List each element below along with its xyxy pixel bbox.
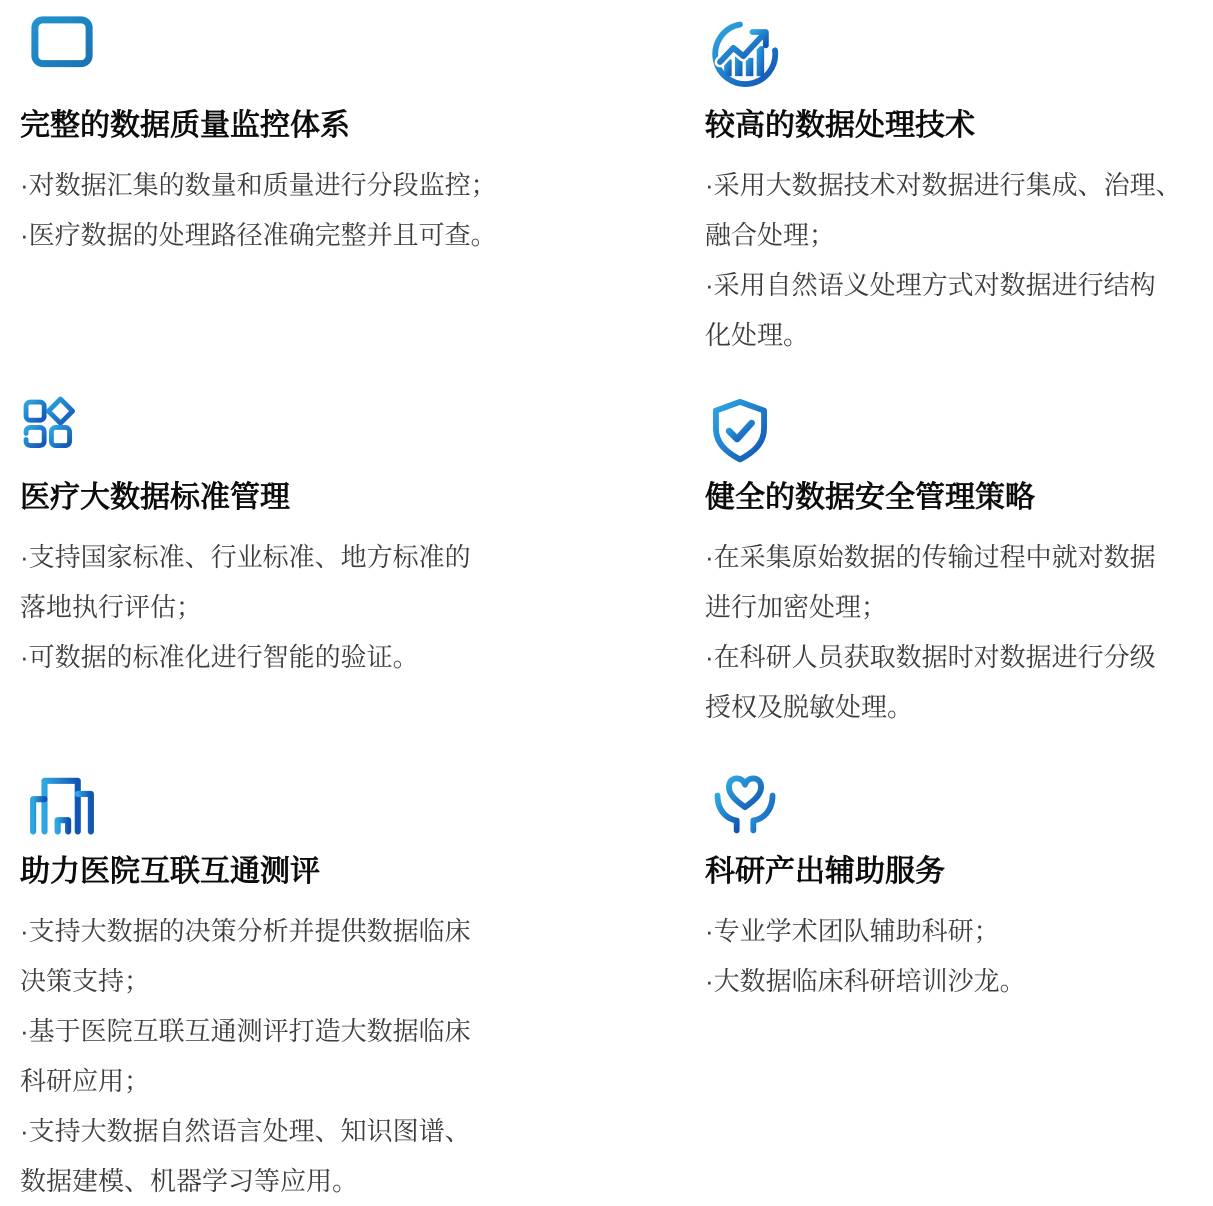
description-line: ·对数据汇集的数量和质量进行分段监控； [20, 170, 497, 200]
feature-description [705, 906, 1207, 1006]
description-line: ·专业学术团队辅助科研； [705, 916, 1000, 946]
feature-card-data-processing [705, 12, 1207, 360]
feature-title: 较高的数据处理技术 [705, 109, 975, 142]
components-grid-icon [20, 396, 78, 454]
description-line: ·可数据的标准化进行智能的验证。 [20, 642, 419, 672]
description-line: ·医疗数据的处理路径准确完整并且可查。 [20, 220, 497, 250]
feature-description [20, 160, 620, 260]
feature-icon-box [20, 396, 620, 468]
feature-title: 完整的数据质量监控体系 [20, 109, 350, 142]
shield-check-icon [705, 396, 775, 466]
heart-care-icon [705, 758, 785, 838]
description-line: 融合处理； [705, 220, 836, 250]
trend-growth-circle-icon [705, 12, 785, 92]
feature-icon-box [705, 12, 1207, 96]
description-line: 科研应用； [20, 1066, 151, 1096]
description-line: ·采用自然语义处理方式对数据进行结构 [705, 270, 1156, 300]
description-line: ·支持大数据自然语言处理、知识图谱、 [20, 1116, 471, 1146]
feature-card-hospital-interoperability [20, 758, 620, 1206]
description-line: ·在采集原始数据的传输过程中就对数据 [705, 542, 1156, 572]
feature-description [705, 160, 1207, 360]
description-line: 化处理。 [705, 320, 810, 350]
description-line: ·大数据临床科研培训沙龙。 [705, 966, 1026, 996]
feature-icon-box [705, 396, 1207, 468]
description-line: 数据建模、机器学习等应用。 [20, 1166, 359, 1196]
description-line: ·支持国家标准、行业标准、地方标准的 [20, 542, 471, 572]
feature-description [20, 906, 620, 1206]
description-line: 进行加密处理； [705, 592, 888, 622]
feature-title: 助力医院互联互通测评 [20, 855, 320, 888]
feature-card-quality-monitoring [20, 12, 620, 260]
description-line: ·基于医院互联互通测评打造大数据临床 [20, 1016, 471, 1046]
feature-title: 科研产出辅助服务 [705, 855, 945, 888]
feature-card-standards-management [20, 396, 620, 682]
monitor-chart-icon [20, 12, 104, 96]
description-line: ·在科研人员获取数据时对数据进行分级 [705, 642, 1156, 672]
description-line: ·采用大数据技术对数据进行集成、治理、 [705, 170, 1182, 200]
feature-title: 健全的数据安全管理策略 [705, 481, 1035, 514]
feature-icon-box [705, 758, 1207, 842]
feature-card-data-security [705, 396, 1207, 732]
feature-card-research-services [705, 758, 1207, 1006]
description-line: ·支持大数据的决策分析并提供数据临床 [20, 916, 471, 946]
description-line: 授权及脱敏处理。 [705, 692, 914, 722]
description-line: 落地执行评估； [20, 592, 203, 622]
feature-description [20, 532, 620, 682]
hospital-building-icon [20, 758, 104, 842]
feature-description [705, 532, 1207, 732]
description-line: 决策支持； [20, 966, 151, 996]
feature-title: 医疗大数据标准管理 [20, 481, 290, 514]
feature-icon-box [20, 12, 620, 96]
feature-icon-box [20, 758, 620, 842]
